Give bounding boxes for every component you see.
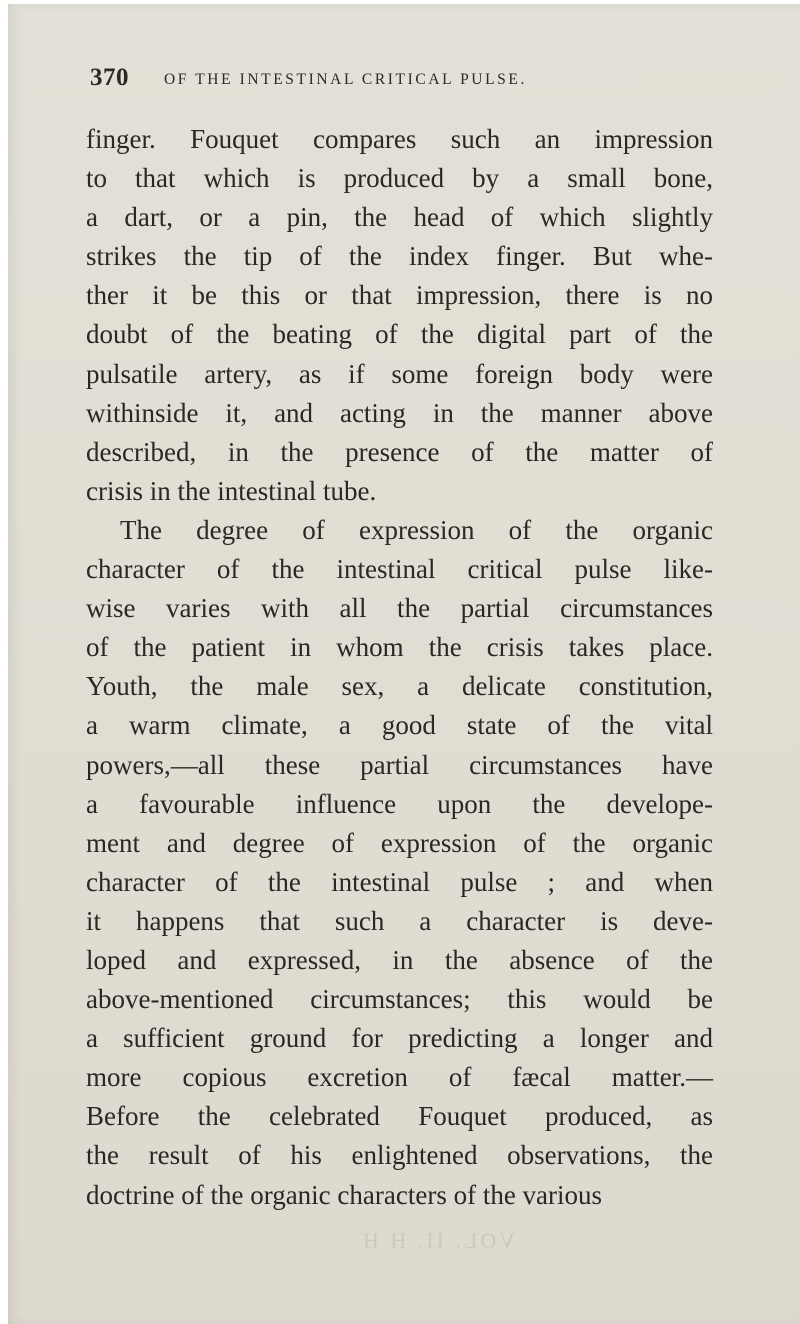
- paragraph: [86, 120, 713, 511]
- text-line: above-mentioned circumstances; this would be: [86, 984, 713, 1015]
- text-line: a warm climate, a good state of the vital: [86, 710, 713, 741]
- text-line: ther it be this or that impression, there is no: [86, 280, 713, 311]
- text-line: crisis in the intestinal tube.: [86, 475, 377, 506]
- text-line: powers,—all these partial circumstances have: [86, 749, 713, 780]
- text-line: the result of his enlightened observations, the: [86, 1140, 713, 1171]
- paragraph: [86, 511, 713, 1215]
- text-line: to that which is produced by a small bone,: [86, 163, 713, 194]
- text-line: a dart, or a pin, the head of which slightly: [86, 202, 713, 233]
- page-number: 370: [90, 64, 129, 91]
- text-line: described, in the presence of the matter of: [86, 436, 713, 467]
- running-head: OF THE INTESTINAL CRITICAL PULSE.: [164, 71, 527, 88]
- text-line: wise varies with all the partial circumstances: [86, 593, 713, 624]
- text-line: loped and expressed, in the absence of the: [86, 944, 713, 975]
- text-line: more copious excretion of fæcal matter.—: [86, 1062, 713, 1093]
- bleed-through-text: VOL. II. H H: [360, 1228, 516, 1253]
- text-line: The degree of expression of the organic: [120, 514, 713, 545]
- text-line: Youth, the male sex, a delicate constitution,: [86, 671, 713, 702]
- text-line: of the patient in whom the crisis takes place.: [86, 632, 713, 663]
- text-line: strikes the tip of the index finger. But whe-: [86, 241, 713, 272]
- page-header: [90, 64, 730, 100]
- body-text: [86, 120, 713, 1215]
- text-line: doubt of the beating of the digital part of the: [86, 319, 713, 350]
- text-line: a favourable influence upon the develope-: [86, 788, 713, 819]
- text-line: it happens that such a character is deve-: [86, 905, 713, 936]
- text-line: withinside it, and acting in the manner above: [86, 397, 713, 428]
- text-line: ment and degree of expression of the organic: [86, 827, 713, 858]
- text-line: finger. Fouquet compares such an impression: [86, 124, 713, 154]
- text-line: doctrine of the organic characters of the various: [86, 1179, 603, 1210]
- text-line: character of the intestinal pulse ; and when: [86, 866, 713, 897]
- text-line: a sufficient ground for predicting a longer and: [86, 1023, 713, 1054]
- text-line: pulsatile artery, as if some foreign body were: [86, 358, 713, 389]
- text-line: character of the intestinal critical pulse like-: [86, 554, 713, 585]
- text-line: Before the celebrated Fouquet produced, as: [86, 1101, 713, 1132]
